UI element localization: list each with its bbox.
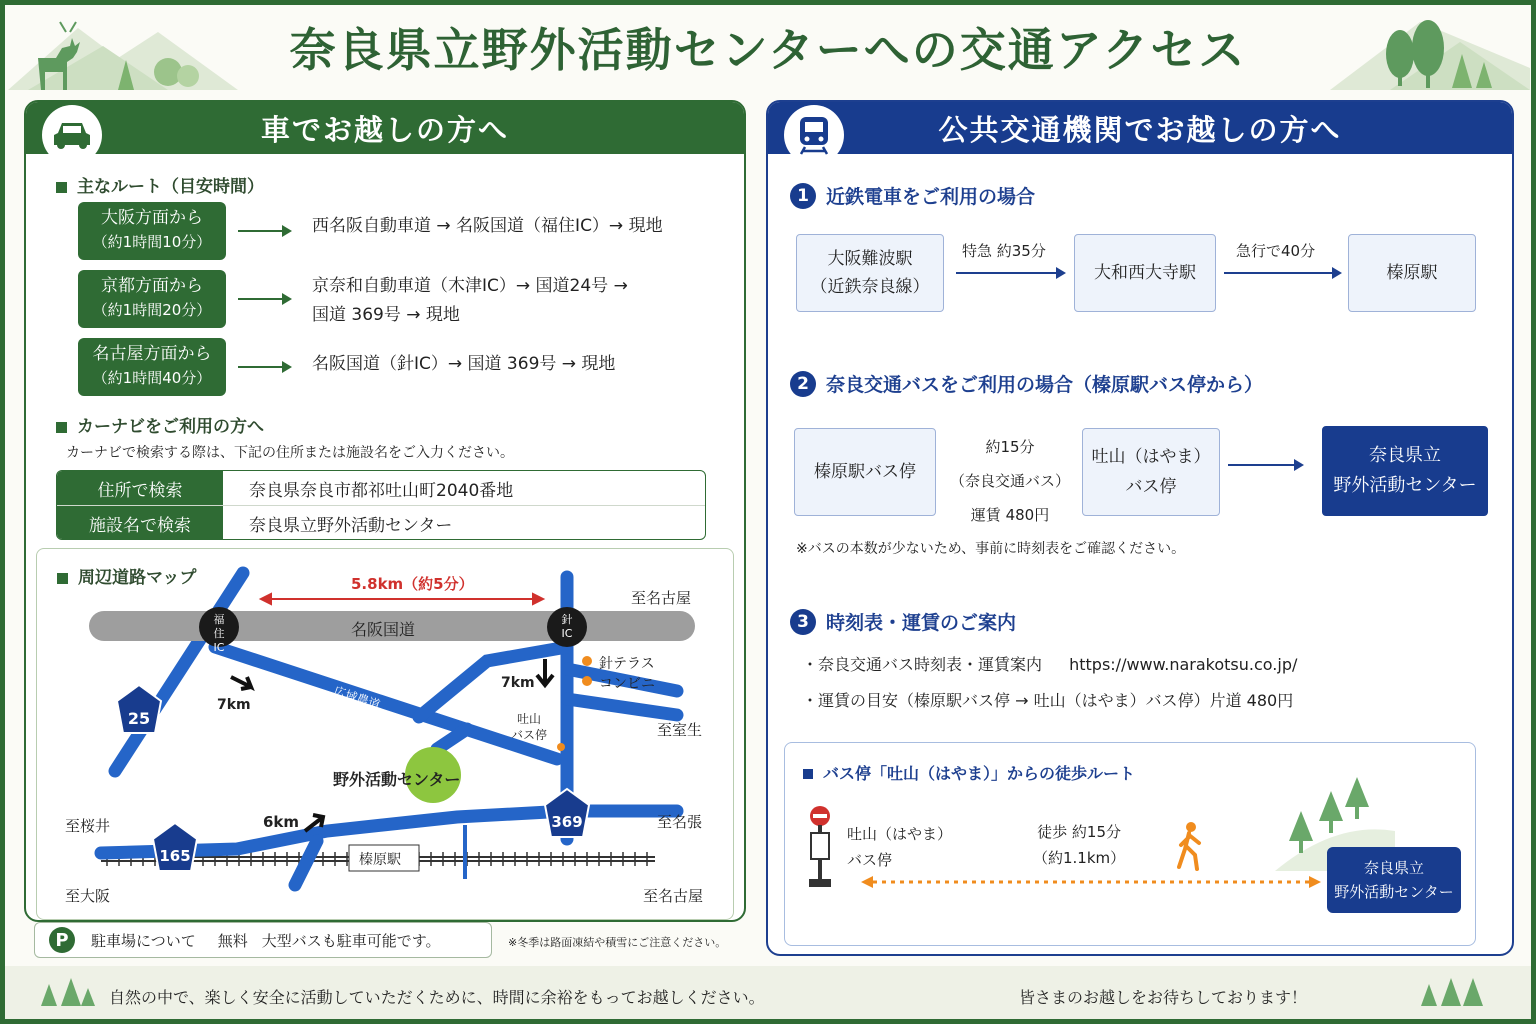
public-panel-header xyxy=(768,102,1512,154)
search-row-address xyxy=(57,471,705,506)
footer-trees-left-icon xyxy=(37,976,97,1012)
arrow-7km-a-icon xyxy=(231,677,251,689)
fukusumi-ic-label: 福住 IC xyxy=(213,613,225,654)
muro-road xyxy=(567,699,677,715)
walk-dest-center: 奈良県立 野外活動センター xyxy=(1327,847,1461,913)
route-165-label: 165 xyxy=(159,847,191,865)
koiki-label: 広域農道 xyxy=(331,683,382,713)
sec2-heading xyxy=(790,370,1263,397)
station-haibara: 榛原駅 xyxy=(1348,234,1476,312)
car-panel-header xyxy=(26,102,744,154)
hari-ic-label: 針 IC xyxy=(561,613,573,640)
sec2-number: 2 xyxy=(790,371,816,397)
route-badge-nagoya xyxy=(78,338,226,396)
fare-line: ・運賃の目安（榛原駅バス停 → 吐山（はやま）バス停）片道 480円 xyxy=(802,691,1294,710)
route-369-label: 369 xyxy=(551,813,583,831)
walk-heading: バス停「吐山（はやま）」からの徒歩ルート xyxy=(803,761,1135,784)
hari-terrace-dot xyxy=(582,656,592,666)
stop-haibara: 榛原駅バス停 xyxy=(794,428,936,516)
to-sakurai: 至桜井 xyxy=(65,817,111,835)
leg2-label: 急行で40分 xyxy=(1236,242,1316,260)
conveni-dot xyxy=(582,676,592,686)
timetable-line: ・奈良交通バス時刻表・運賃案内 https://www.narakotsu.co.jp/ xyxy=(802,655,1298,674)
station-yamato-saidaiji: 大和西大寺駅 xyxy=(1074,234,1216,312)
search-value: 奈良県奈良市都祁吐山町2040番地 xyxy=(249,480,514,501)
bus-final-arrow xyxy=(1228,464,1302,466)
station-osaka-namba: 大阪難波駅 （近鉄奈良線） xyxy=(796,234,944,312)
dest-center: 奈良県立 野外活動センター xyxy=(1322,426,1488,516)
navi-search-table xyxy=(56,470,706,540)
leg2-arrow xyxy=(1224,272,1340,274)
map-heading: 周辺道路マップ xyxy=(57,563,196,588)
parking-label: 駐車場について xyxy=(91,931,196,950)
route-path-nagoya: 名阪国道（針IC）→ 国道 369号 → 現地 xyxy=(312,354,616,374)
routes-heading: 主なルート（目安時間） xyxy=(56,172,264,197)
leg1-arrow xyxy=(956,272,1064,274)
walk-start-label: 吐山（はやま） バス停 xyxy=(847,825,953,869)
bus-note: ※バスの本数が少ないため、事前に時刻表をご確認ください。 xyxy=(796,541,1186,557)
stop-hayama: 吐山（はやま） バス停 xyxy=(1082,428,1220,516)
arrow-7km-b-icon xyxy=(537,659,553,685)
sec3-title: 時刻表・運賃のご案内 xyxy=(826,612,1017,634)
car-icon xyxy=(42,105,102,165)
sec2-title: 奈良交通バスをご利用の場合（榛原駅バス停から） xyxy=(826,374,1264,396)
route-25-road xyxy=(115,573,243,771)
route-time: （約1時間10分） xyxy=(92,233,212,251)
walk-route-arrow xyxy=(861,875,1321,889)
conveni-label: コンビニ xyxy=(599,676,655,692)
walking-route-box xyxy=(784,742,1476,946)
sec1-heading xyxy=(790,182,1035,209)
page-title: 奈良県立野外活動センターへの交通アクセス xyxy=(289,23,1247,77)
route-25-label: 25 xyxy=(127,709,151,728)
search-value: 奈良県立野外活動センター xyxy=(249,516,453,536)
search-label: 施設名で検索 xyxy=(57,506,223,540)
navi-note: カーナビで検索する際は、下記の住所または施設名をご入力ください。 xyxy=(66,445,514,461)
train-icon xyxy=(784,105,844,165)
parking-icon: P xyxy=(49,927,75,953)
leg1-label: 特急 約35分 xyxy=(962,242,1046,260)
route-from: 名古屋方面から xyxy=(92,344,212,364)
route-arrow xyxy=(238,366,290,368)
route-path-kyoto: 京奈和自動車道（木津IC）→ 国道24号 → 国道 369号 → 現地 xyxy=(312,276,628,325)
to-muro: 至室生 xyxy=(657,721,703,739)
route-time: （約1時間40分） xyxy=(92,369,212,387)
parking-note: 大型バスも駐車可能です。 xyxy=(261,931,441,950)
sec1-number: 1 xyxy=(790,183,816,209)
footer-right-message: 皆さまのお越しをお待ちしております！ xyxy=(1019,988,1308,1007)
road-map xyxy=(36,548,734,920)
to-osaka: 至大阪 xyxy=(65,887,111,905)
route-path-osaka: 西名阪自動車道 → 名阪国道（福住IC）→ 現地 xyxy=(312,216,663,236)
search-row-facility xyxy=(57,506,705,540)
distance-arrow xyxy=(261,594,543,604)
parking-fee: 無料 xyxy=(217,931,248,950)
hayama-stop-dot xyxy=(557,743,565,751)
sec3-heading xyxy=(790,608,1016,635)
footer xyxy=(5,966,1531,1019)
car-access-panel xyxy=(24,100,746,922)
to-nabari: 至名張 xyxy=(657,813,703,831)
route-arrow xyxy=(238,230,290,232)
navi-heading: カーナビをご利用の方へ xyxy=(56,412,264,437)
dist-6km: 6km xyxy=(263,813,300,831)
public-transport-panel xyxy=(766,100,1514,956)
bus-stop-sign-icon xyxy=(805,805,835,889)
center-access xyxy=(437,729,467,749)
bus-leg-info: 約15分 （奈良交通バス） 運賃 480円 xyxy=(949,438,1070,524)
walk-time-label: 徒歩 約15分 （約1.1km） xyxy=(1033,823,1126,867)
sec1-title: 近鉄電車をご利用の場合 xyxy=(826,186,1036,208)
car-panel-title: 車でお越しの方へ xyxy=(260,112,509,147)
route-badge-kyoto xyxy=(78,270,226,328)
route-arrow xyxy=(238,298,290,300)
route-from: 京都方面から xyxy=(101,276,203,296)
hayama-stop-label: 吐山 バス停 xyxy=(511,712,548,742)
narakotsu-link[interactable]: https://www.narakotsu.co.jp/ xyxy=(1069,655,1298,674)
meihan-label: 名阪国道 xyxy=(351,620,416,639)
winter-note: ※冬季は路面凍結や積雪にご注意ください。 xyxy=(508,936,727,949)
sec3-number: 3 xyxy=(790,609,816,635)
public-panel-title: 公共交通機関でお越しの方へ xyxy=(938,112,1342,147)
dist-7km-b: 7km xyxy=(501,675,535,691)
to-nagoya-bottom: 至名古屋 xyxy=(643,887,704,905)
center-label: 野外活動センター xyxy=(333,770,461,789)
footer-left-message: 自然の中で、楽しく安全に活動していただくために、時間に余裕をもってお越しください。 xyxy=(109,988,765,1007)
dist-7km-a: 7km xyxy=(217,697,251,713)
walking-person-icon xyxy=(1173,821,1207,871)
footer-trees-right-icon xyxy=(1417,976,1487,1012)
station-label: 榛原駅 xyxy=(359,852,401,868)
route-from: 大阪方面から xyxy=(101,208,203,228)
hari-terrace-label: 針テラス xyxy=(599,656,655,672)
search-label: 住所で検索 xyxy=(57,471,223,505)
route-badge-osaka xyxy=(78,202,226,260)
parking-info xyxy=(34,922,492,958)
to-nagoya-top: 至名古屋 xyxy=(631,589,692,607)
route-time: （約1時間20分） xyxy=(92,301,212,319)
distance-label: 5.8km（約5分） xyxy=(351,575,474,593)
